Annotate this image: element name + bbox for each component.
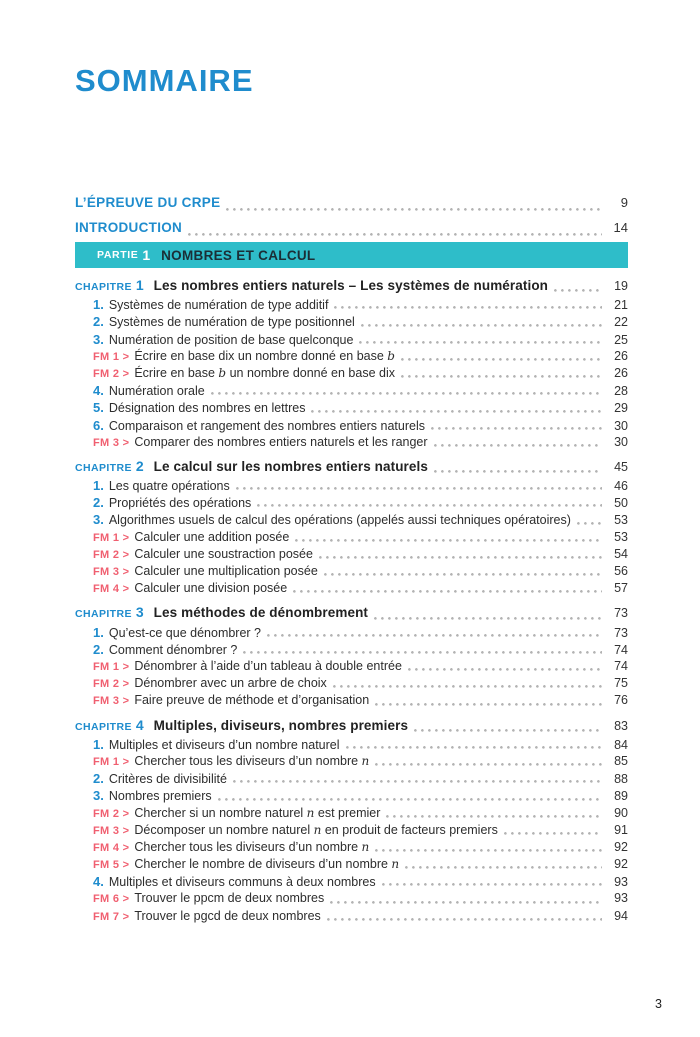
item-text <box>134 675 326 692</box>
item-marker: 4. <box>93 874 104 890</box>
footer-page-number: 3 <box>655 997 662 1011</box>
toc-item-row <box>93 296 628 313</box>
item-marker: 2. <box>93 641 104 657</box>
item-text-variable: n <box>361 839 370 854</box>
item-text <box>134 348 395 365</box>
item-text-pre: Dénombrer à l’aide d’un tableau à double entrée <box>134 658 402 673</box>
page-number: 45 <box>614 459 628 474</box>
toc-item-row <box>93 675 628 692</box>
item-text-pre: Chercher si un nombre naturel <box>134 805 307 820</box>
dot-leader <box>243 651 602 654</box>
page-number: 25 <box>614 332 628 347</box>
item-text <box>109 625 261 642</box>
dot-leader <box>434 444 602 447</box>
dot-leader <box>359 341 602 344</box>
page-number: 73 <box>614 625 628 640</box>
page-number: 50 <box>614 496 628 511</box>
item-text-variable: n <box>361 753 370 768</box>
item-text <box>109 400 306 417</box>
toc-item-row <box>93 417 628 434</box>
item-text <box>134 805 380 822</box>
page-number: 28 <box>614 384 628 399</box>
dot-leader <box>361 324 602 327</box>
item-text-pre: Trouver le ppcm de deux nombres <box>134 891 325 906</box>
toc-item-row <box>93 753 628 770</box>
page-number: 26 <box>614 348 628 363</box>
dot-leader <box>188 233 602 236</box>
item-text <box>109 495 251 512</box>
toc-item-row <box>93 856 628 873</box>
dot-leader <box>375 763 602 766</box>
dot-leader <box>236 487 602 490</box>
dot-leader <box>218 798 602 801</box>
item-text-pre: Systèmes de numération de type additif <box>108 298 329 313</box>
dot-leader <box>375 703 602 706</box>
item-text <box>134 580 287 597</box>
item-text-pre: Désignation des nombres en lettres <box>108 401 306 416</box>
item-text-post: un nombre donné en base dix <box>226 365 395 380</box>
chapter-header-row <box>75 277 628 296</box>
item-text-pre: Comparaison et rangement des nombres entiers naturels <box>108 418 425 433</box>
chapter-title: Les méthodes de dénombrement <box>153 605 369 621</box>
chapter-block <box>75 717 628 925</box>
item-marker: FM 2 > <box>93 678 130 691</box>
toc-item-row <box>93 365 628 382</box>
item-marker: FM 6 > <box>93 893 130 906</box>
item-marker: 2. <box>93 495 104 511</box>
chapter-block <box>75 458 628 598</box>
item-marker: FM 1 > <box>93 660 130 673</box>
item-text-pre: Chercher tous les diviseurs d’un nombre <box>134 753 362 768</box>
dot-leader <box>319 556 602 559</box>
item-text-pre: Critères de divisibilité <box>108 772 227 787</box>
chapter-list <box>75 277 628 925</box>
item-text-pre: Propriétés des opérations <box>108 496 252 511</box>
item-text-post: en produit de facteurs premiers <box>321 822 498 837</box>
item-text <box>134 839 369 856</box>
page-number: 56 <box>614 564 628 579</box>
item-marker: 1. <box>93 736 104 752</box>
page-number: 88 <box>614 772 628 787</box>
item-marker: FM 1 > <box>93 531 130 544</box>
toc-item-row <box>93 822 628 839</box>
page-number: 76 <box>614 693 628 708</box>
item-marker: 3. <box>93 788 104 804</box>
item-text <box>134 365 395 382</box>
toc-item-row <box>93 908 628 925</box>
dot-leader <box>330 901 602 904</box>
toc-item-row <box>93 873 628 890</box>
part-title: NOMBRES ET CALCUL <box>161 247 316 263</box>
item-text <box>134 692 369 709</box>
page-number: 53 <box>614 513 628 528</box>
toc-item-row <box>93 348 628 365</box>
item-text-post: est premier <box>314 805 381 820</box>
part-number: 1 <box>142 247 151 263</box>
item-text-pre: Calculer une division posée <box>134 581 288 596</box>
item-text <box>109 788 212 805</box>
part-banner <box>75 242 628 268</box>
page-number: 73 <box>614 606 628 621</box>
dot-leader <box>504 832 602 835</box>
page-number: 30 <box>614 434 628 449</box>
item-marker: 2. <box>93 314 104 330</box>
page-number: 74 <box>614 658 628 673</box>
chapter-items <box>93 477 628 597</box>
item-text <box>109 418 425 435</box>
item-text-pre: Algorithmes usuels de calcul des opérations (appelés aussi techniques opératoires) <box>108 513 571 528</box>
item-text <box>109 314 355 331</box>
dot-leader <box>408 668 602 671</box>
item-text-pre: Comparer des nombres entiers naturels et les ranger <box>134 434 428 449</box>
item-marker: 3. <box>93 331 104 347</box>
dot-leader <box>346 746 602 749</box>
page-number: 91 <box>614 822 628 837</box>
item-text-variable: b <box>387 348 395 363</box>
chapter-label: CHAPITRE <box>75 281 132 293</box>
dot-leader <box>211 392 602 395</box>
item-text <box>109 874 376 891</box>
page-number: 54 <box>614 546 628 561</box>
dot-leader <box>324 573 602 576</box>
toc-item-row <box>93 641 628 658</box>
item-marker: FM 2 > <box>93 367 130 380</box>
item-text <box>109 297 329 314</box>
dot-leader <box>434 470 602 473</box>
item-text-pre: Dénombrer avec un arbre de choix <box>134 676 327 691</box>
item-marker: 1. <box>93 624 104 640</box>
item-text-variable: b <box>218 365 227 380</box>
front-entry-label: L’ÉPREUVE DU CRPE <box>75 195 221 210</box>
item-text <box>134 434 427 451</box>
page-number: 93 <box>614 891 628 906</box>
page-number: 90 <box>614 805 628 820</box>
dot-leader <box>431 427 602 430</box>
part-label: PARTIE <box>97 249 139 261</box>
page-number: 30 <box>614 418 628 433</box>
item-text-pre: Calculer une addition posée <box>134 529 290 544</box>
dot-leader <box>414 729 602 732</box>
item-text-pre: Trouver le pgcd de deux nombres <box>134 908 321 923</box>
item-text-pre: Numération de position de base quelconque <box>108 332 354 347</box>
item-text <box>134 529 289 546</box>
dot-leader <box>257 504 602 507</box>
dot-leader <box>311 410 602 413</box>
item-text-pre: Calculer une multiplication posée <box>134 564 318 579</box>
toc-item-row <box>93 477 628 494</box>
chapter-number: 3 <box>135 604 144 621</box>
chapter-label: CHAPITRE <box>75 608 132 621</box>
item-text <box>109 478 230 495</box>
item-text-pre: Systèmes de numération de type positionnel <box>108 315 355 330</box>
chapter-items <box>93 296 628 451</box>
toc-item-row <box>93 624 628 641</box>
toc-item-row <box>93 658 628 675</box>
page-number: 26 <box>614 365 628 380</box>
page-number: 92 <box>614 857 628 872</box>
dot-leader <box>401 375 602 378</box>
chapter-title: Les nombres entiers naturels – Les systèmes de numération <box>153 278 549 293</box>
item-text <box>109 737 340 754</box>
page-number: 22 <box>614 315 628 330</box>
chapter-items <box>93 736 628 925</box>
item-text-variable: n <box>391 857 400 872</box>
dot-leader <box>267 634 602 637</box>
toc-item-row <box>93 839 628 856</box>
page-number: 89 <box>614 789 628 804</box>
item-marker: FM 2 > <box>93 548 130 561</box>
item-text <box>109 512 571 529</box>
page-number: 21 <box>614 298 628 313</box>
toc-item-row <box>93 529 628 546</box>
toc-item-row <box>93 546 628 563</box>
item-marker: FM 4 > <box>93 583 130 596</box>
item-text <box>109 642 238 659</box>
item-text-pre: Multiples et diviseurs communs à deux nombres <box>108 875 376 890</box>
item-text-pre: Faire preuve de méthode et d’organisation <box>134 693 370 708</box>
chapter-number: 2 <box>135 457 144 474</box>
toc-item-row <box>93 382 628 399</box>
item-marker: 1. <box>93 478 104 494</box>
item-text <box>134 546 313 563</box>
chapter-title: Multiples, diviseurs, nombres premiers <box>153 717 409 733</box>
item-text-pre: Les quatre opérations <box>108 479 230 494</box>
dot-leader <box>382 883 602 886</box>
dot-leader <box>333 685 602 688</box>
item-marker: FM 1 > <box>93 350 130 363</box>
page-number: 53 <box>614 529 628 544</box>
chapter-block <box>75 277 628 451</box>
dot-leader <box>295 539 602 542</box>
item-text <box>134 658 402 675</box>
item-text-pre: Écrire en base <box>134 365 219 380</box>
item-text <box>134 908 320 925</box>
dot-leader <box>405 866 602 869</box>
item-marker: 2. <box>93 771 104 787</box>
page-number: 75 <box>614 676 628 691</box>
dot-leader <box>226 208 602 211</box>
dot-leader <box>293 590 602 593</box>
page-number: 46 <box>614 479 628 494</box>
item-marker: 1. <box>93 297 104 313</box>
dot-leader <box>334 306 602 309</box>
item-text <box>134 563 317 580</box>
toc-item-row <box>93 787 628 804</box>
dot-leader <box>554 289 602 292</box>
item-text <box>134 856 399 873</box>
item-text <box>134 822 497 839</box>
item-text-pre: Nombres premiers <box>108 789 212 804</box>
item-text-pre: Chercher tous les diviseurs d’un nombre <box>134 839 362 854</box>
chapter-items <box>93 624 628 710</box>
page-title: SOMMAIRE <box>75 63 254 98</box>
item-text-pre: Multiples et diviseurs d’un nombre naturel <box>108 737 340 752</box>
page-number: 14 <box>613 220 628 235</box>
toc-item-row <box>93 494 628 511</box>
chapter-number: 1 <box>135 277 144 293</box>
item-marker: FM 4 > <box>93 841 130 854</box>
item-text <box>134 753 369 770</box>
item-text-pre: Comment dénombrer ? <box>108 642 238 657</box>
toc-item-row <box>93 890 628 907</box>
page-number: 29 <box>614 401 628 416</box>
item-marker: 6. <box>93 417 104 433</box>
page-number: 57 <box>614 581 628 596</box>
item-text-pre: Numération orale <box>108 384 205 399</box>
item-marker: FM 3 > <box>93 824 130 837</box>
dot-leader <box>375 849 602 852</box>
chapter-block <box>75 604 628 709</box>
item-text-pre: Chercher le nombre de diviseurs d’un nombre <box>134 857 392 872</box>
item-marker: FM 3 > <box>93 695 130 708</box>
chapter-title: Le calcul sur les nombres entiers naturels <box>153 458 428 474</box>
page-number: 84 <box>614 737 628 752</box>
item-marker: FM 1 > <box>93 755 130 768</box>
chapter-label: CHAPITRE <box>75 461 132 474</box>
item-text-pre: Décomposer un nombre naturel <box>134 822 314 837</box>
item-marker: FM 3 > <box>93 566 130 579</box>
page-number: 85 <box>614 753 628 768</box>
chapter-label: CHAPITRE <box>75 720 132 733</box>
toc-item-row <box>93 399 628 416</box>
item-text-pre: Calculer une soustraction posée <box>134 546 313 561</box>
toc-item-row <box>93 434 628 451</box>
item-text-pre: Écrire en base dix un nombre donné en base <box>134 348 388 363</box>
toc-item-row <box>93 692 628 709</box>
chapter-header-row <box>75 458 628 477</box>
dot-leader <box>401 358 602 361</box>
front-entry-label: INTRODUCTION <box>75 220 183 235</box>
front-matter-row <box>75 215 628 240</box>
item-marker: FM 7 > <box>93 910 130 923</box>
page-number: 94 <box>614 908 628 923</box>
toc-item-row <box>93 563 628 580</box>
dot-leader <box>233 780 602 783</box>
item-marker: 5. <box>93 400 104 416</box>
item-marker: 4. <box>93 383 104 399</box>
front-matter-row <box>75 190 628 215</box>
chapter-header-row <box>75 717 628 736</box>
item-text <box>134 890 324 907</box>
item-marker: FM 3 > <box>93 436 130 449</box>
item-text <box>109 383 205 400</box>
toc-item-row <box>93 580 628 597</box>
item-marker: FM 5 > <box>93 859 130 872</box>
item-text <box>109 332 354 349</box>
front-matter-list <box>75 190 628 240</box>
item-text-variable: n <box>313 822 322 837</box>
toc-item-row <box>93 511 628 528</box>
page-number: 83 <box>614 718 628 733</box>
page-number: 93 <box>614 875 628 890</box>
page-number: 74 <box>614 642 628 657</box>
toc-item-row <box>93 770 628 787</box>
item-text-pre: Qu’est-ce que dénombrer ? <box>108 625 262 640</box>
dot-leader <box>327 918 602 921</box>
toc-page <box>0 64 700 925</box>
chapter-number: 4 <box>135 716 144 733</box>
chapter-header-row <box>75 604 628 623</box>
page-number: 92 <box>614 839 628 854</box>
toc-item-row <box>93 313 628 330</box>
item-marker: FM 2 > <box>93 807 130 820</box>
dot-leader <box>374 617 602 620</box>
item-text <box>109 771 227 788</box>
toc-item-row <box>93 736 628 753</box>
toc-item-row <box>93 331 628 348</box>
toc-item-row <box>93 805 628 822</box>
dot-leader <box>577 522 602 525</box>
item-marker: 3. <box>93 512 104 528</box>
item-text-variable: n <box>306 805 315 820</box>
page-number: 19 <box>614 279 628 293</box>
page-number: 9 <box>620 195 628 210</box>
dot-leader <box>386 815 602 818</box>
